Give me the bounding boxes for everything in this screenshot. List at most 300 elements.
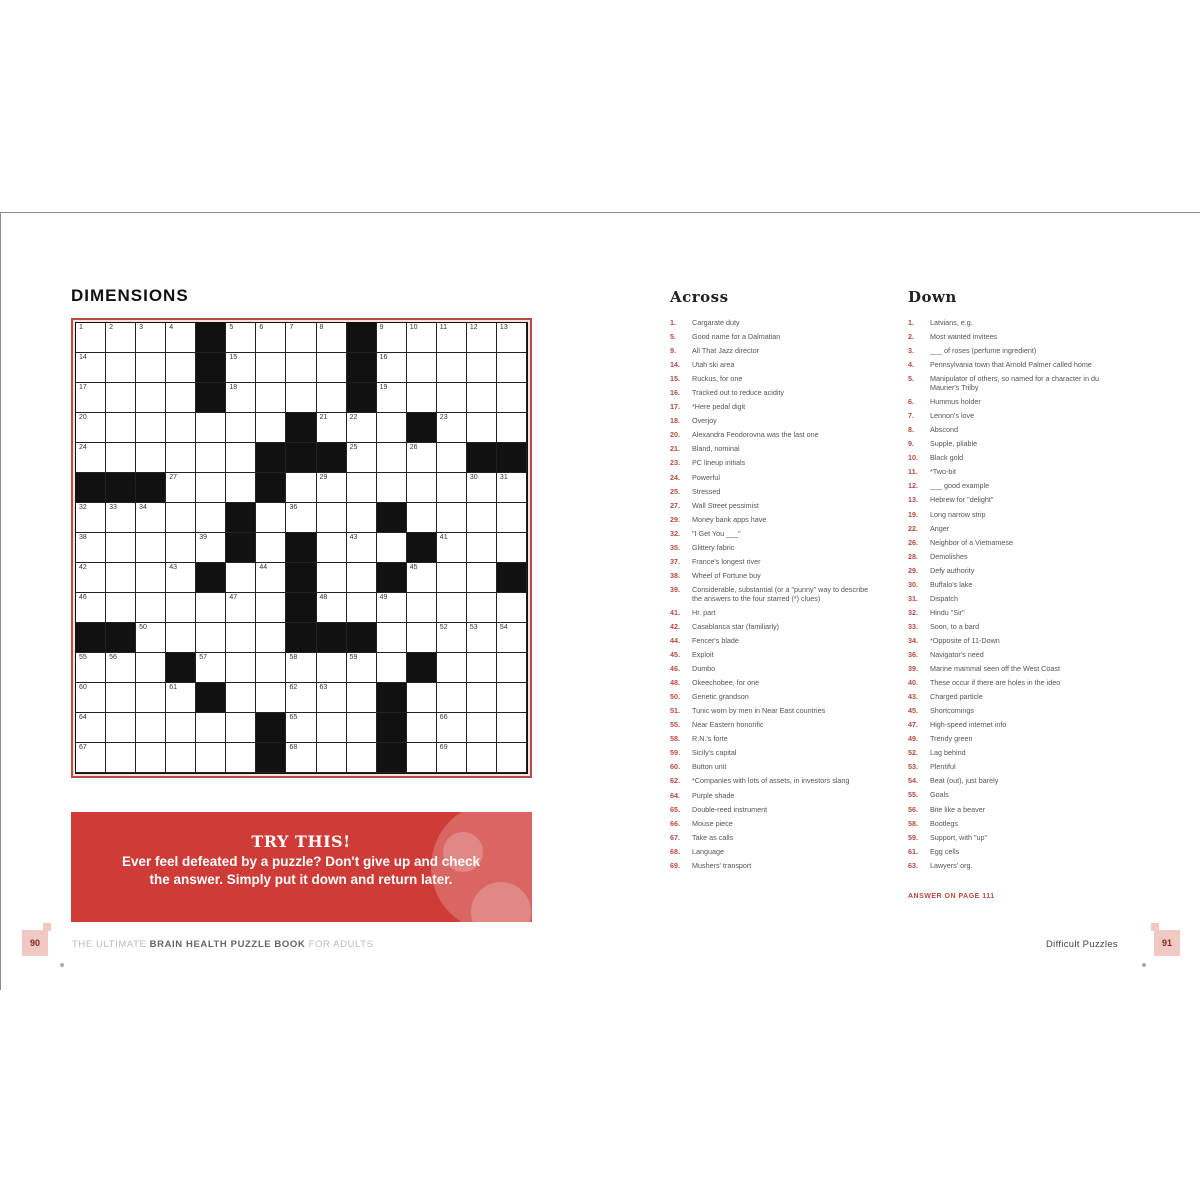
grid-cell[interactable] [347,563,377,593]
grid-cell[interactable] [437,503,467,533]
grid-cell[interactable] [347,503,377,533]
grid-cell[interactable] [136,713,166,743]
grid-cell[interactable] [76,383,106,413]
grid-cell[interactable] [317,503,347,533]
grid-cell[interactable] [166,413,196,443]
grid-cell[interactable] [256,563,286,593]
grid-cell[interactable] [196,473,226,503]
clue-text: Goals [930,790,949,800]
grid-cell[interactable] [136,743,166,773]
clue-text: Hummus holder [930,397,981,407]
across-clue [670,414,880,428]
grid-cell[interactable] [76,593,106,623]
grid-cell[interactable] [226,683,256,713]
grid-cell-number: 5 [229,324,234,331]
grid-cell[interactable] [256,653,286,683]
grid-cell[interactable] [377,623,407,653]
grid-cell-black [256,743,286,773]
clue-number: 17. [670,402,680,412]
grid-cell[interactable] [377,533,407,563]
grid-cell[interactable] [317,383,347,413]
grid-cell[interactable] [256,413,286,443]
across-clue [670,718,880,732]
grid-cell[interactable] [347,413,377,443]
grid-cell[interactable] [437,353,467,383]
grid-cell[interactable] [166,623,196,653]
grid-cell[interactable] [76,353,106,383]
clue-number: 59. [670,748,680,758]
across-clue [670,845,880,859]
crossword-grid[interactable] [71,318,532,778]
grid-cell[interactable] [497,383,527,413]
clue-text: Charged particle [930,692,983,702]
grid-cell[interactable] [196,743,226,773]
clue-number: 52. [908,748,918,758]
grid-cell[interactable] [467,653,497,683]
grid-cell[interactable] [407,353,437,383]
grid-cell-number: 65 [289,714,298,721]
clue-number: 64. [670,790,680,800]
grid-cell[interactable] [256,383,286,413]
grid-cell[interactable] [166,323,196,353]
clue-text: Exploit [692,650,714,660]
clue-number: 35. [670,542,680,552]
grid-cell-number: 25 [349,444,358,451]
grid-cell[interactable] [377,323,407,353]
grid-cell[interactable] [437,383,467,413]
grid-cell[interactable] [467,683,497,713]
grid-cell[interactable] [106,713,136,743]
grid-cell-number: 56 [109,654,117,661]
clue-number: 33. [908,621,918,631]
grid-cell[interactable] [166,593,196,623]
grid-cell-black [286,533,316,563]
grid-cell[interactable] [286,503,316,533]
across-clue [670,316,880,330]
grid-cell[interactable] [166,743,196,773]
grid-cell[interactable] [256,533,286,563]
grid-cell[interactable] [317,353,347,383]
grid-cell[interactable] [136,413,166,443]
grid-cell-black [196,563,226,593]
grid-cell[interactable] [317,323,347,353]
down-clue [908,746,1128,760]
clue-text: Cargarate duty [692,318,740,327]
clue-text: Bootlegs [930,818,958,828]
clue-number: 27. [670,500,680,510]
clue-number: 15. [670,374,680,384]
grid-cell[interactable] [437,323,467,353]
grid-cell[interactable] [166,683,196,713]
across-clue [670,859,880,873]
grid-cell-number: 34 [139,504,147,511]
down-clue [908,409,1128,423]
across-clue [670,541,880,555]
clue-text: Overjoy [692,416,717,426]
grid-cell[interactable] [497,533,527,563]
grid-cell[interactable] [497,323,527,353]
grid-cell[interactable] [226,623,256,653]
clue-text: Pennsylvania town that Arnold Palmer called home [930,360,1092,370]
grid-cell[interactable] [467,383,497,413]
grid-cell-black [377,713,407,743]
clue-number: 53. [908,762,918,772]
grid-cell[interactable] [166,563,196,593]
across-clue [670,774,880,788]
right-page-number-text: 91 [1161,938,1172,948]
clue-number: 7. [908,411,914,421]
grid-cell[interactable] [76,323,106,353]
grid-cell-black [377,503,407,533]
grid-cell[interactable] [317,533,347,563]
grid-cell[interactable] [317,593,347,623]
grid-cell[interactable] [136,563,166,593]
grid-cell[interactable] [196,533,226,563]
grid-cell-black [166,653,196,683]
grid-cell[interactable] [226,563,256,593]
grid-cell[interactable] [256,683,286,713]
clue-number: 56. [908,804,918,814]
grid-cell[interactable] [196,623,226,653]
grid-cell[interactable] [136,443,166,473]
clue-text: Bite like a beaver [930,804,986,814]
grid-cell-number: 27 [169,474,177,481]
down-clue [908,760,1128,774]
grid-cell[interactable] [497,683,527,713]
grid-cell-number: 59 [349,654,358,661]
grid-cell[interactable] [347,713,377,743]
grid-cell[interactable] [347,683,377,713]
grid-cell[interactable] [136,593,166,623]
down-heading: Down [908,288,957,306]
clue-number: 24. [670,472,680,482]
grid-cell[interactable] [347,473,377,503]
grid-cell[interactable] [136,683,166,713]
grid-cell[interactable] [377,593,407,623]
grid-cell[interactable] [106,443,136,473]
grid-cell[interactable] [317,413,347,443]
clue-number: 32. [670,528,680,538]
grid-cell[interactable] [76,413,106,443]
clue-number: 44. [670,635,680,645]
grid-cell[interactable] [286,653,316,683]
grid-cell[interactable] [497,593,527,623]
grid-cell[interactable] [196,443,226,473]
grid-cell[interactable] [166,503,196,533]
down-clue [908,817,1128,831]
grid-cell[interactable] [286,683,316,713]
grid-cell[interactable] [286,323,316,353]
grid-cell[interactable] [166,473,196,503]
clue-text: ___ good example [930,481,990,491]
grid-cell-number: 66 [439,714,448,721]
grid-cell[interactable] [437,593,467,623]
grid-cell[interactable] [106,503,136,533]
grid-cell-number: 16 [379,354,388,361]
across-clue [670,648,880,662]
grid-cell[interactable] [437,623,467,653]
grid-cell[interactable] [317,743,347,773]
grid-cell-number: 14 [79,354,87,361]
grid-cell[interactable] [256,623,286,653]
grid-cell-number: 33 [109,504,117,511]
grid-cell[interactable] [497,353,527,383]
down-clue [908,676,1128,690]
grid-cell[interactable] [166,713,196,743]
grid-cell[interactable] [497,623,527,653]
clue-number: 20. [670,430,680,440]
grid-cell[interactable] [256,593,286,623]
grid-cell[interactable] [76,713,106,743]
grid-cell[interactable] [467,593,497,623]
grid-cell[interactable] [136,653,166,683]
grid-cell-black [407,413,437,443]
grid-cell[interactable] [196,713,226,743]
grid-cell[interactable] [286,713,316,743]
grid-cell[interactable] [407,503,437,533]
clue-text: Double-reed instrument [692,804,768,814]
across-clue [670,803,880,817]
grid-cell[interactable] [106,563,136,593]
down-clue [908,508,1128,522]
grid-cell[interactable] [226,473,256,503]
grid-cell[interactable] [347,593,377,623]
grid-cell[interactable] [377,443,407,473]
grid-cell[interactable] [377,353,407,383]
grid-cell[interactable] [467,563,497,593]
grid-cell-black [286,623,316,653]
footer-bullet [60,963,64,967]
grid-cell[interactable] [286,743,316,773]
grid-cell[interactable] [467,743,497,773]
grid-cell-number: 32 [79,504,87,511]
grid-cell[interactable] [76,743,106,773]
clue-text: "I Get You ___" [692,528,741,538]
down-clue [908,774,1128,788]
grid-cell[interactable] [317,563,347,593]
grid-cell[interactable] [437,713,467,743]
grid-cell[interactable] [226,353,256,383]
grid-cell[interactable] [407,473,437,503]
grid-cell[interactable] [106,653,136,683]
grid-cell[interactable] [166,443,196,473]
grid-cell[interactable] [256,503,286,533]
grid-cell[interactable] [106,533,136,563]
down-clue [908,358,1128,372]
grid-cell[interactable] [226,413,256,443]
grid-cell-black [377,743,407,773]
grid-cell[interactable] [407,563,437,593]
grid-cell[interactable] [317,653,347,683]
clue-number: 21. [670,444,680,454]
clue-number: 58. [908,818,918,828]
clue-text: Casablanca star (familiarly) [692,621,780,631]
grid-cell-number: 29 [319,474,328,481]
grid-cell[interactable] [407,683,437,713]
clue-number: 26. [908,537,918,547]
grid-cell[interactable] [226,383,256,413]
grid-cell[interactable] [166,533,196,563]
down-clue [908,522,1128,536]
grid-cell[interactable] [196,653,226,683]
book-title-bold: BRAIN HEALTH PUZZLE BOOK [149,939,306,950]
grid-cell[interactable] [136,503,166,533]
grid-cell[interactable] [136,533,166,563]
grid-cell[interactable] [497,713,527,743]
grid-cell[interactable] [497,743,527,773]
grid-cell-number: 69 [439,744,448,751]
grid-cell[interactable] [226,653,256,683]
grid-cell[interactable] [317,473,347,503]
grid-cell[interactable] [196,413,226,443]
grid-cell[interactable] [437,743,467,773]
across-clue [670,527,880,541]
grid-cell[interactable] [106,683,136,713]
grid-cell[interactable] [136,323,166,353]
grid-cell[interactable] [347,533,377,563]
grid-cell[interactable] [347,653,377,683]
grid-cell[interactable] [256,323,286,353]
grid-cell[interactable] [106,593,136,623]
grid-cell[interactable] [437,413,467,443]
clue-text: Powerful [692,472,720,482]
grid-cell[interactable] [497,503,527,533]
across-clue [670,358,880,372]
grid-cell[interactable] [136,623,166,653]
grid-cell[interactable] [136,353,166,383]
grid-cell[interactable] [377,653,407,683]
grid-cell[interactable] [76,653,106,683]
grid-cell[interactable] [407,383,437,413]
grid-cell-number: 41 [439,534,448,541]
grid-cell-black [256,713,286,743]
clue-number: 61. [908,846,918,856]
grid-cell[interactable] [286,473,316,503]
grid-cell[interactable] [437,683,467,713]
grid-cell[interactable] [377,413,407,443]
grid-cell-black [407,533,437,563]
grid-cell[interactable] [377,473,407,503]
grid-cell[interactable] [437,563,467,593]
clue-number: 13. [908,495,918,505]
grid-cell[interactable] [407,623,437,653]
clue-number: 65. [670,804,680,814]
clue-text: Purple shade [692,790,735,800]
grid-cell[interactable] [106,353,136,383]
grid-cell[interactable] [467,413,497,443]
clue-number: 5. [670,332,676,342]
grid-cell[interactable] [437,653,467,683]
grid-cell-number: 64 [79,714,87,721]
grid-cell[interactable] [226,713,256,743]
grid-cell-number: 12 [469,324,478,331]
grid-cell-number: 58 [289,654,298,661]
grid-cell[interactable] [286,383,316,413]
grid-cell[interactable] [467,503,497,533]
grid-cell[interactable] [226,743,256,773]
grid-cell[interactable] [196,503,226,533]
clue-text: Alexandra Feodorovna was the last one [692,430,819,440]
puzzle-title: DIMENSIONS [71,286,189,305]
clue-text: Manipulator of others, so named for a character in du Maurier's Trilby [930,374,1099,393]
grid-cell[interactable] [317,713,347,743]
grid-cell[interactable] [407,593,437,623]
grid-cell[interactable] [136,383,166,413]
grid-cell[interactable] [467,623,497,653]
grid-cell[interactable] [317,683,347,713]
tip-text: Ever feel defeated by a puzzle? Don't give up and check the answer. Simply put it down and return later. [121,854,481,887]
down-clue [908,437,1128,451]
grid-cell[interactable] [407,713,437,743]
clue-text: Sicily's capital [692,748,737,758]
across-clue [670,471,880,485]
grid-cell[interactable] [76,533,106,563]
clue-number: 41. [670,607,680,617]
clue-number: 18. [670,416,680,426]
grid-cell[interactable] [407,743,437,773]
grid-cell[interactable] [467,323,497,353]
grid-cell[interactable] [106,743,136,773]
grid-cell[interactable] [437,473,467,503]
grid-cell[interactable] [467,353,497,383]
grid-cell[interactable] [437,533,467,563]
grid-cell[interactable] [407,323,437,353]
grid-cell-number: 38 [79,534,87,541]
grid-cell-number: 55 [79,654,87,661]
grid-cell[interactable] [347,443,377,473]
grid-cell[interactable] [106,323,136,353]
clue-text: Dispatch [930,593,958,603]
grid-cell[interactable] [407,443,437,473]
across-clue [670,704,880,718]
grid-cell[interactable] [166,383,196,413]
grid-cell-number: 20 [79,414,87,421]
across-clue [670,344,880,358]
across-clue [670,442,880,456]
grid-cell[interactable] [166,353,196,383]
grid-cell[interactable] [106,383,136,413]
grid-cell[interactable] [196,593,226,623]
grid-cell[interactable] [467,473,497,503]
grid-cell[interactable] [437,443,467,473]
grid-cell[interactable] [467,713,497,743]
grid-cell[interactable] [286,353,316,383]
down-clue [908,859,1128,873]
grid-cell[interactable] [377,383,407,413]
across-clue [670,732,880,746]
grid-cell[interactable] [347,743,377,773]
grid-cell[interactable] [76,563,106,593]
grid-cell[interactable] [467,533,497,563]
grid-cell[interactable] [497,653,527,683]
grid-cell[interactable] [76,683,106,713]
grid-cell[interactable] [497,473,527,503]
grid-cell[interactable] [497,413,527,443]
grid-cell[interactable] [226,323,256,353]
grid-cell-number: 53 [469,624,478,631]
grid-cell[interactable] [256,353,286,383]
clue-number: 45. [670,650,680,660]
grid-cell[interactable] [226,593,256,623]
clue-number: 8. [908,425,914,435]
grid-cell[interactable] [226,443,256,473]
grid-cell[interactable] [106,413,136,443]
grid-cell-black [317,443,347,473]
grid-cell[interactable] [76,503,106,533]
grid-cell[interactable] [76,443,106,473]
clue-number: 36. [908,649,918,659]
clue-text: Neighbor of a Vietnamese [930,537,1013,547]
